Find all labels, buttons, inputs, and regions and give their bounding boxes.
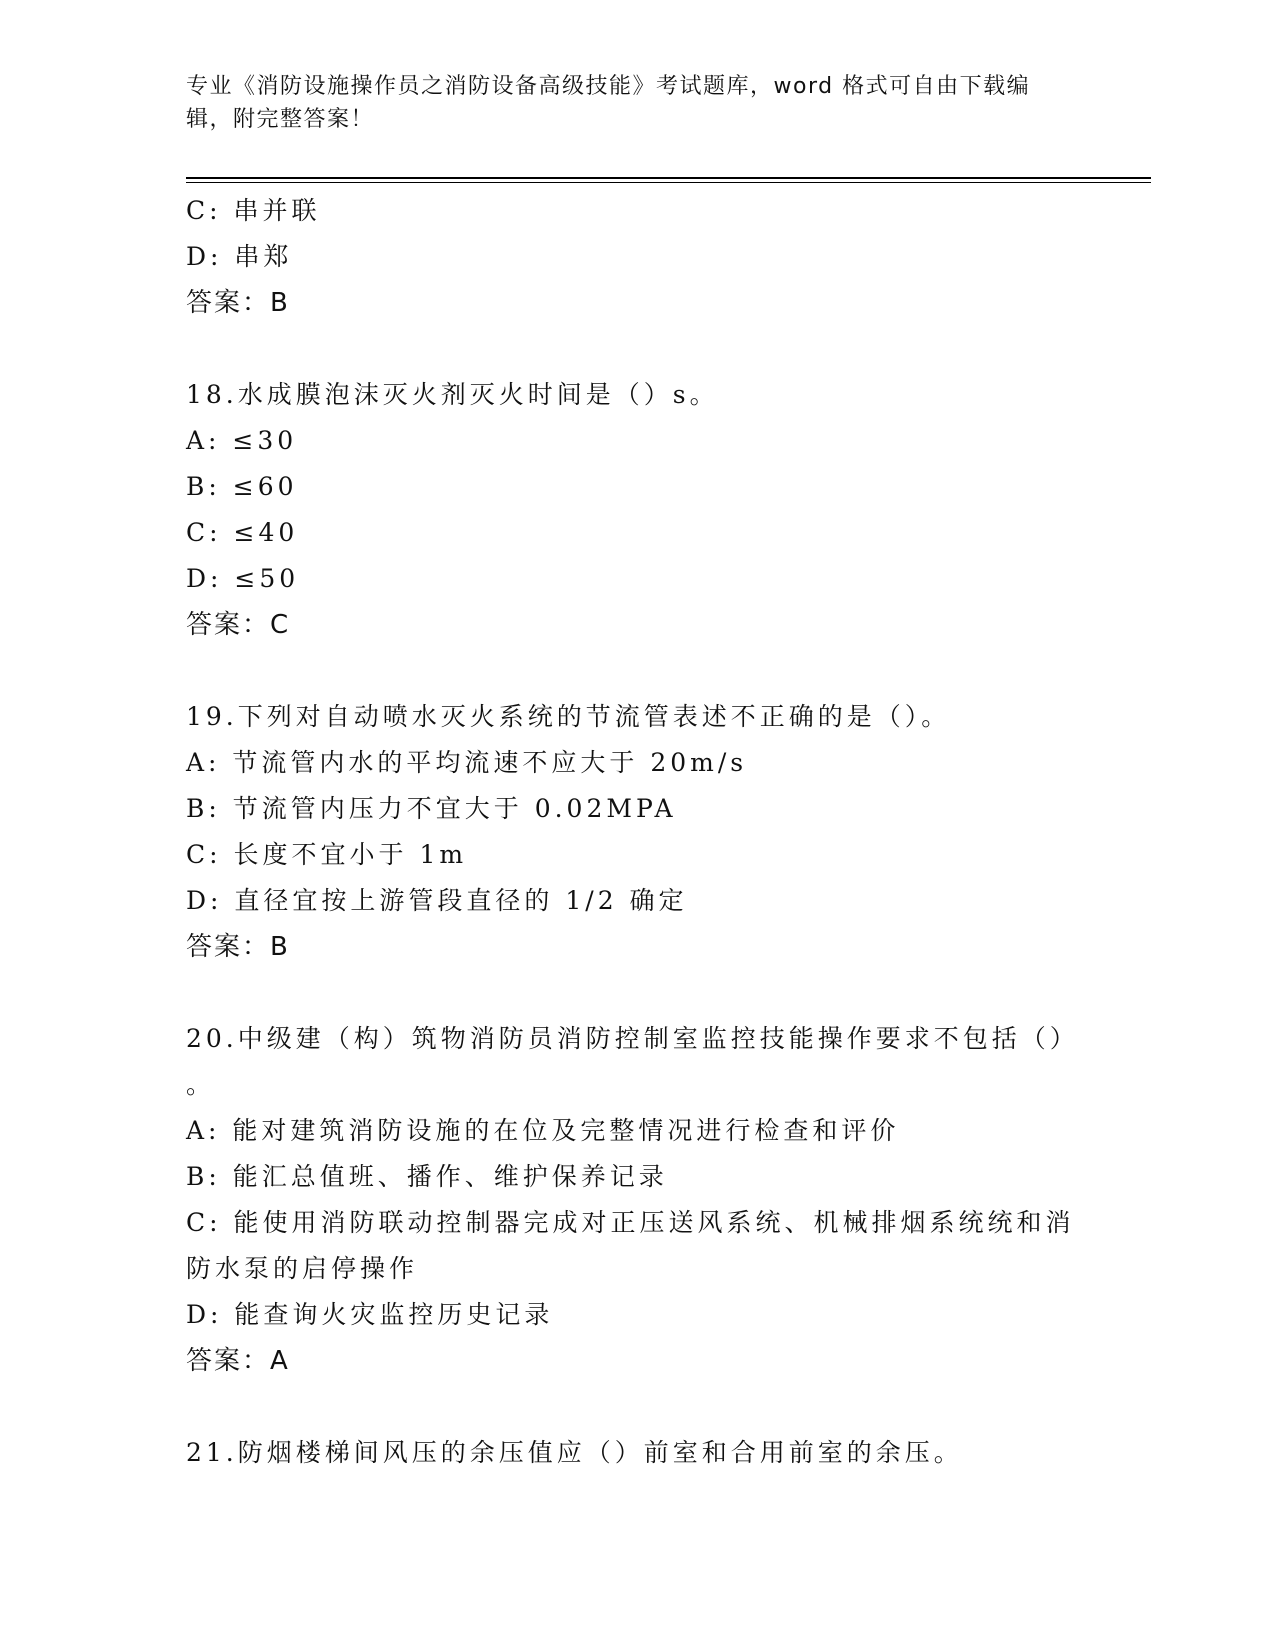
question-text: 21.防烟楼梯间风压的余压值应（）前室和合用前室的余压。: [186, 1438, 963, 1467]
header-divider-thin: [186, 182, 1151, 183]
answer: 答案：A: [186, 1346, 290, 1376]
question-18: [186, 372, 1076, 648]
header-line-1: 专业《消防设施操作员之消防设备高级技能》考试题库，word 格式可自由下载编: [186, 74, 1031, 99]
header-divider-thick: [186, 177, 1151, 179]
question-text: 18.水成膜泡沫灭火剂灭火时间是（）s。: [186, 380, 719, 409]
spacer: [186, 970, 1076, 1016]
option-d: D: 能查询火灾监控历史记录: [186, 1300, 554, 1329]
question-text: 19.下列对自动喷水灭火系统的节流管表述不正确的是（）。: [186, 702, 951, 731]
option-d: D: ≤50: [186, 564, 300, 593]
option-d: D: 直径宜按上游管段直径的 1/2 确定: [186, 886, 688, 915]
question-21: [186, 1430, 1076, 1476]
question-17: [186, 188, 1076, 326]
option-b: B: ≤60: [186, 472, 298, 501]
option-c: C: 长度不宜小于 1m: [186, 840, 468, 869]
question-list: [186, 188, 1079, 1476]
option-b: B: 能汇总值班、播作、维护保养记录: [186, 1162, 668, 1191]
answer: 答案：C: [186, 610, 291, 640]
document-header: [186, 70, 1066, 136]
question-20: [186, 1016, 1079, 1384]
answer: 答案：B: [186, 932, 290, 962]
spacer: [186, 648, 1076, 694]
header-line-2: 辑，附完整答案！: [186, 107, 375, 132]
spacer: [186, 326, 1076, 372]
question-19: [186, 694, 1076, 970]
option-c: C: 串并联: [186, 196, 321, 225]
option-a: A: 能对建筑消防设施的在位及完整情况进行检查和评价: [186, 1116, 900, 1145]
spacer: [186, 1384, 1076, 1430]
option-c: C: ≤40: [186, 518, 299, 547]
question-text: 20.中级建（构）筑物消防员消防控制室监控技能操作要求不包括（）: [186, 1024, 1079, 1053]
option-d: D: 串郑: [186, 242, 293, 271]
question-text-continued: 。: [186, 1070, 216, 1099]
option-c-continued: 防水泵的启停操作: [186, 1254, 419, 1283]
option-a: A: ≤30: [186, 426, 298, 455]
answer: 答案：B: [186, 288, 290, 318]
option-b: B: 节流管内压力不宜大于 0.02MPA: [186, 794, 677, 823]
option-a: A: 节流管内水的平均流速不应大于 20m/s: [186, 748, 748, 777]
option-c: C: 能使用消防联动控制器完成对正压送风系统、机械排烟系统统和消: [186, 1208, 1075, 1237]
